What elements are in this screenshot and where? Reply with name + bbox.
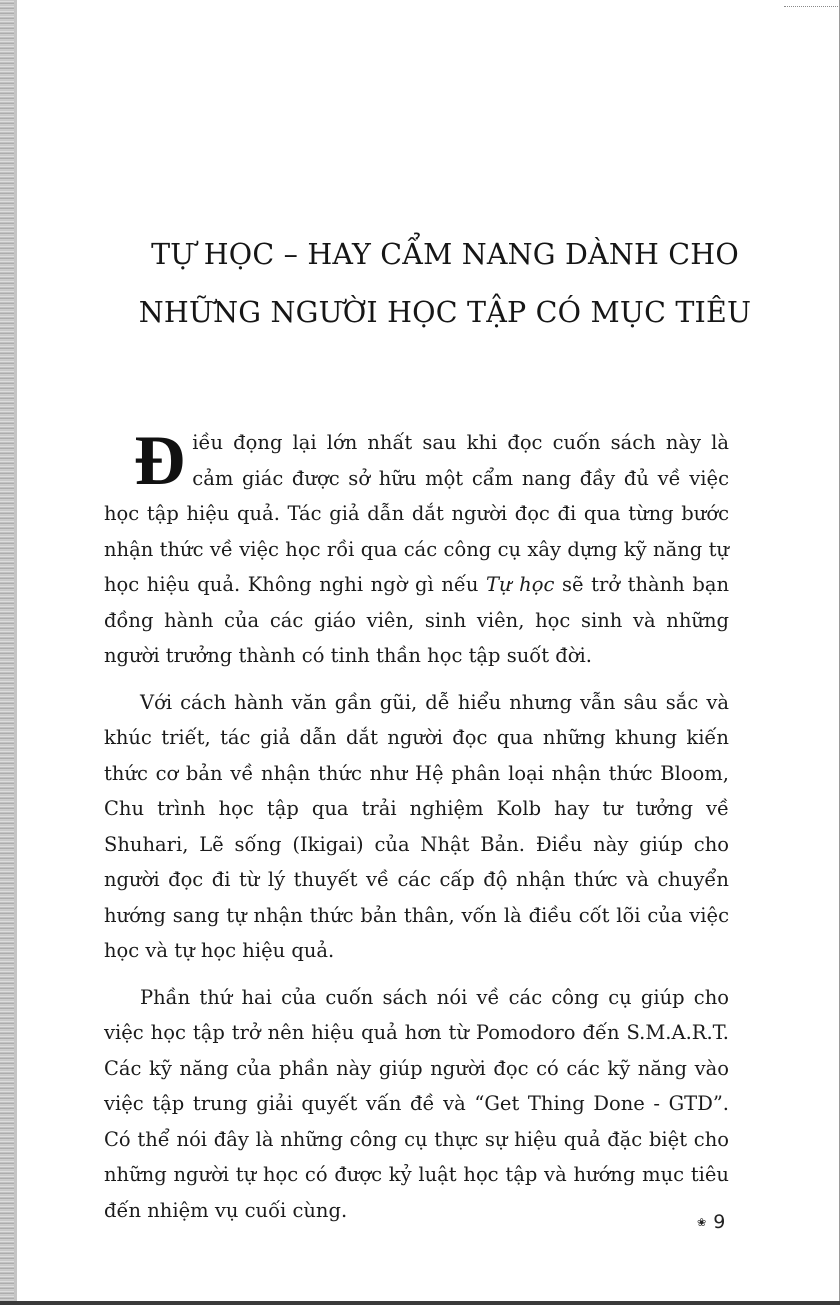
drop-cap: Đ — [134, 422, 186, 500]
book-title-italic: Tự học — [486, 573, 555, 596]
paragraph-1-text-b: sẽ trở thành bạn đồng hành của các giáo viên, sinh viên, học sinh và những người trưởng thành có tinh thần học tập suốt đời. — [104, 573, 729, 667]
flower-ornament-icon: ❀ — [697, 1216, 707, 1229]
scan-left-shadow — [14, 0, 17, 1305]
scan-top-mark — [784, 0, 840, 7]
paragraph-1 — [104, 422, 729, 674]
chapter-title-line-1: TỰ HỌC – HAY CẨM NANG DÀNH CHO — [151, 238, 739, 271]
paragraph-2: Với cách hành văn gần gũi, dễ hiểu nhưng vẫn sâu sắc và khúc triết, tác giả dẫn dắt người đọc qua những khung kiến thức cơ bản về nhận thức như Hệ phân loại nhận thức Bloom, Chu trình học tập qua trải nghiệm Kolb hay tư tưởng về Shuhari, Lẽ sống (Ikigai) của Nhật Bản. Điều này giúp cho người đọc đi từ lý thuyết về các cấp độ nhận thức và chuyển hướng sang tự nhận thức bản thân, vốn là điều cốt lõi của việc học và tự học hiệu quả. — [104, 690, 729, 962]
page-number: 9 — [713, 1211, 726, 1233]
body-text — [104, 422, 729, 1239]
paragraph-1-text-a: iều đọng lại lớn nhất sau khi đọc cuốn sách này là cảm giác được sở hữu một cẩm nang đầy đủ về việc học tập hiệu quả. Tác giả dẫn dắt người đọc đi qua từng bước nhận thức về việc học rồi qua các công cụ xây dựng kỹ năng tự học hiệu quả. Không nghi ngờ gì nếu — [104, 431, 729, 596]
chapter-title-line-2: NHỮNG NGƯỜI HỌC TẬP CÓ MỤC TIÊU — [138, 296, 752, 329]
page-footer — [697, 1211, 725, 1233]
paragraph-3: Phần thứ hai của cuốn sách nói về các công cụ giúp cho việc học tập trở nên hiệu quả hơn từ Pomodoro đến S.M.A.R.T. Các kỹ năng của phần này giúp người đọc có các kỹ năng vào việc tập trung giải quyết vấn đề và “Get Thing Done - GTD”. Có thể nói đây là những công cụ thực sự hiệu quả đặc biệt cho những người tự học có được kỷ luật học tập và hướng mục tiêu đến nhiệm vụ cuối cùng. — [104, 985, 729, 1222]
scan-bottom-edge — [0, 1301, 840, 1305]
scan-left-edge — [0, 0, 14, 1305]
chapter-title — [100, 226, 790, 342]
